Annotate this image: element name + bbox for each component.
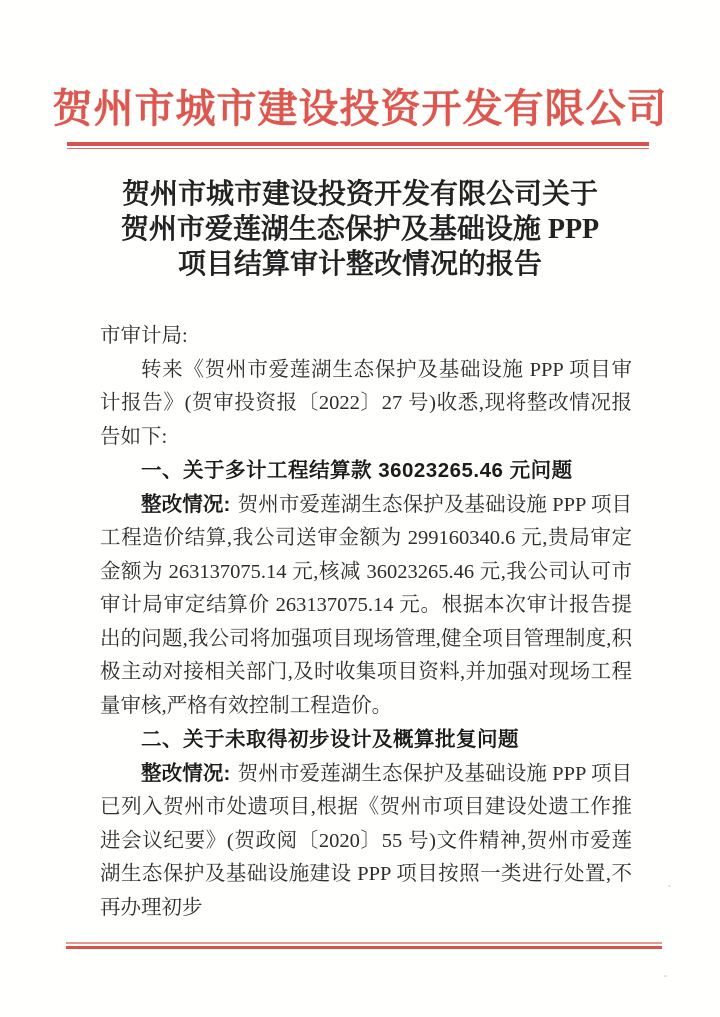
footer-divider-rule [66, 942, 662, 949]
document-title [0, 177, 720, 282]
section1-text: 贺州市爱莲湖生态保护及基础设施 PPP 项目工程造价结算,我公司送审金额为 299160340.6 元,贵局审定金额为 263137075.14 元,核减 36023265.46 元,我公司认可市审计局审定结算价 263137075.14 元。根据本次审计报告提出的问题,我公司将加强项目现场管理,健全项目管理制度,积极主动对接相关部门,及时收集项目资料,并加强对现场工程量审核,严格有效控制工程造价。 [100, 493, 633, 717]
section2-lead-label: 整改情况: [141, 761, 231, 785]
section2-heading: 二、关于未取得初步设计及概算批复问题 [141, 728, 519, 751]
footer-rule-thick-line [66, 946, 662, 950]
section2-paragraph [100, 757, 632, 926]
document-body [100, 320, 632, 925]
document-title-line-2: 贺州市爱莲湖生态保护及基础设施 PPP [120, 214, 600, 245]
section2-text: 贺州市爱莲湖生态保护及基础设施 PPP 项目已列入贺州市处遗项目,根据《贺州市项目建设处遗工作推进会议纪要》(贺政阅〔2020〕55 号)文件精神,贺州市爱莲湖生态保护及基础设施建设 PPP 项目按照一类进行处置,不再办理初步 [100, 762, 633, 919]
document-title-line-1: 贺州市城市建设投资开发有限公司关于 [121, 179, 598, 210]
section1-lead-label: 整改情况: [141, 492, 231, 516]
letterhead-rule-thin-line [67, 148, 649, 149]
salutation: 市审计局: [100, 325, 188, 347]
scan-speck [668, 885, 671, 887]
letterhead-divider-rule [67, 142, 649, 149]
section1-heading: 一、关于多计工程结算款 36023265.46 元问题 [141, 459, 573, 482]
section1-paragraph [100, 488, 632, 724]
document-title-line-3: 项目结算审计整改情况的报告 [177, 249, 542, 280]
intro-paragraph: 转来《贺州市爱莲湖生态保护及基础设施 PPP 项目审计报告》(贺审投资报〔2022〕27 号)收悉,现将整改情况报告如下: [100, 358, 632, 448]
letterhead-company-name: 贺州市城市建设投资开发有限公司 [52, 86, 668, 131]
scan-speck [664, 975, 667, 977]
